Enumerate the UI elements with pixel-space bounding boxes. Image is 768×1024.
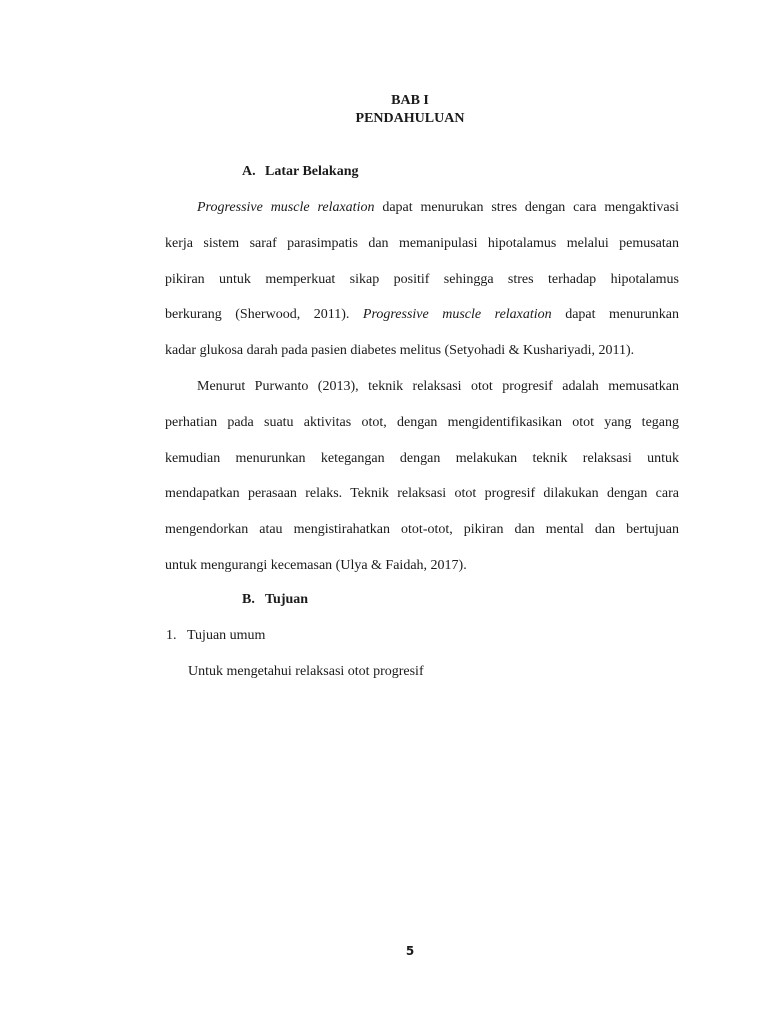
italic-term: Progressive muscle relaxation — [197, 200, 375, 215]
section-a-title: Latar Belakang — [265, 164, 359, 179]
paragraph-1-line: kadar glukosa darah pada pasien diabetes melitus (Setyohadi & Kushariyadi, 2011). — [165, 343, 635, 359]
list-item-label: Tujuan umum — [187, 628, 266, 643]
paragraph-2 — [165, 369, 679, 584]
section-a-marker: A. — [242, 164, 256, 179]
chapter-number: BAB I — [391, 93, 429, 108]
paragraph-2-line: Menurut Purwanto (2013), teknik relaksasi otot progresif adalah memusatkan — [197, 379, 679, 394]
paragraph-2-line: kemudian menurunkan ketegangan dengan melakukan teknik relaksasi untuk — [165, 450, 679, 466]
paragraph-2-line: mendapatkan perasaan relaks. Teknik relaksasi otot progresif dilakukan dengan cara — [165, 486, 679, 502]
paragraph-1-line — [165, 297, 679, 333]
section-b-marker: B. — [242, 592, 255, 607]
paragraph-1-line: kerja sistem saraf parasimpatis dan memanipulasi hipotalamus melalui pemusatan — [165, 235, 679, 251]
paragraph-1-text: dapat menurunkan — [551, 307, 679, 323]
list-item-text: Untuk mengetahui relaksasi otot progresif — [188, 664, 424, 679]
chapter-title: PENDAHULUAN — [355, 111, 465, 126]
paragraph-2-line: perhatian pada suatu aktivitas otot, dengan mengidentifikasikan otot yang tegang — [165, 414, 679, 430]
paragraph-1-text: berkurang (Sherwood, 2011). — [165, 307, 363, 323]
paragraph-2-line: untuk mengurangi kecemasan (Ulya & Faidah, 2017). — [165, 557, 467, 573]
paragraph-1-line — [165, 190, 679, 226]
page-number: 5 — [405, 944, 415, 958]
paragraph-1-text: dapat menurukan stres dengan cara mengaktivasi — [374, 200, 679, 215]
italic-term: Progressive muscle relaxation — [362, 307, 552, 323]
section-b-heading — [242, 591, 308, 609]
section-b-title: Tujuan — [265, 592, 309, 607]
chapter-heading — [0, 92, 768, 128]
section-a-heading — [242, 163, 358, 181]
paragraph-1 — [165, 190, 679, 369]
paragraph-2-line: mengendorkan atau mengistirahatkan otot-otot, pikiran dan mental dan bertujuan — [165, 522, 679, 538]
list-item-marker: 1. — [166, 628, 177, 643]
paragraph-1-line: pikiran untuk memperkuat sikap positif sehingga stres terhadap hipotalamus — [165, 271, 679, 287]
list-item — [166, 627, 265, 645]
